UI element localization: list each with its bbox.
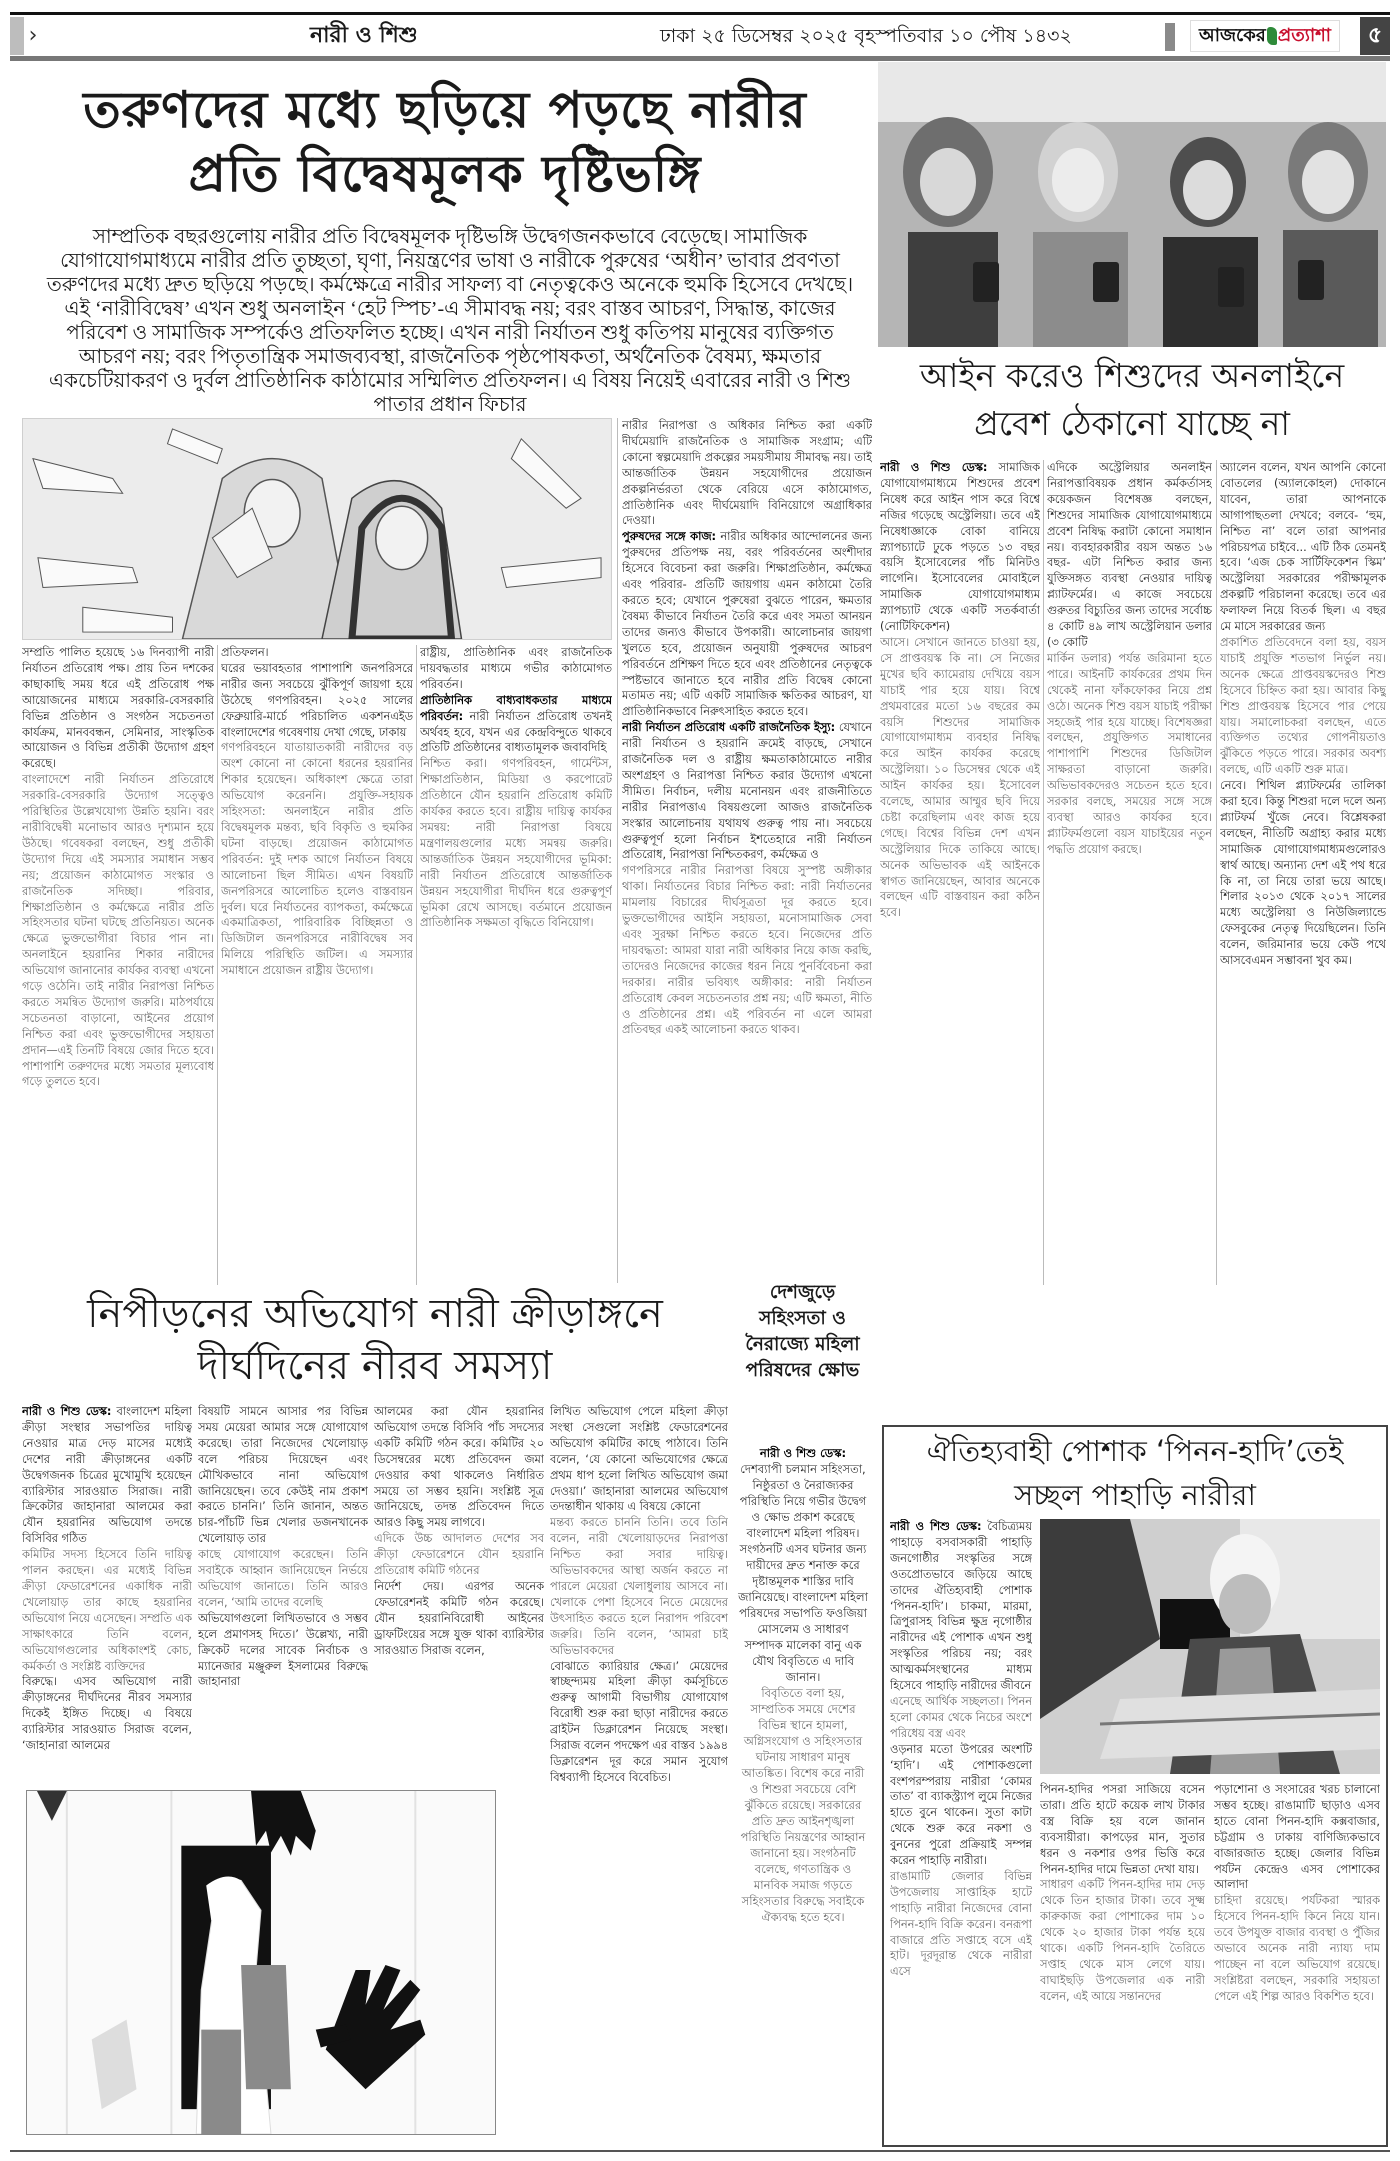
sports-story-col3: [374, 1404, 544, 1789]
sports-col1-continued: কমিটির সদস্য হিসেবে তিনি দায়িত্ব পালন করছেন। এর মধ্যেই বিভিন্ন ক্রীড়া ফেডারেশনের একাধিক নারী খেলোয়াড় তার কাছে হয়রানির অভিযোগ নিয়ে এসেছেন। সম্প্রতি এক সাক্ষাৎকারে তিনি বলেন, অভিযোগগুলোর অধিকাংশই কোচ, কর্মকর্তা ও সংশ্লিষ্ট ব্যক্তিদের: [22, 1548, 192, 1673]
pinon-col1-end: ওড়নার মতো উপরের অংশটি ‘হাদি’। এই পোশাকগুলো বংশপরম্পরায় নারীরা ‘কোমর তাত’ বা ব্যাকস্ট্র্যাপ লুমে নিজের হাতে বুনে থাকেন। সুতা কাটা থেকে শুরু করে নকশা ও বুননের পুরো প্রক্রিয়াই সম্পন্ন করেন পাহাড়ি নারীরা।: [890, 1742, 1032, 1868]
pinon-col3-text: পড়াশোনা ও সংসারের খরচ চালানো সম্ভব হচ্ছে। রাঙামাটি ছাড়াও এসব হাতে বোনা পিনন-হাদি কক্সবাজার, চট্টগ্রাম ও ঢাকায় বাণিজ্যিকভাবে বাজারজাত হচ্ছে। জেলার বিভিন্ন পর্যটন কেন্দ্রেও এসব পোশাকের আলাদা: [1214, 1783, 1380, 1892]
online-col2-text: এদিকে অস্ট্রেলিয়ার অনলাইন নিরাপত্তাবিষয়ক প্রধান কর্মকর্তাসহ কয়েকজন বিশেষজ্ঞ বলছেন, শিশুদের সামাজিক যোগাযোগমাধ্যমে প্রবেশ নিষিদ্ধ করাটা কোনো সমাধান নয়। ব্যবহারকারীর বয়স অন্তত ১৬ বছর- এটা নিশ্চিত করার জন্য যুক্তিসঙ্গত ব্যবস্থা নেওয়ার দায়িত্ব প্ল্যাটফর্মের। এ কাজে সবচেয়ে গুরুতর বিচ্যুতির জন্য তাদের সর্বোচ্চ ৪ কোটি ৪৯ লাখ অস্ট্রেলিয়ান ডলার (৩ কোটি: [1047, 461, 1212, 649]
pinon-story-col3: [1214, 1782, 1380, 2139]
online-dateline: নারী ও শিশু ডেস্ক:: [880, 461, 988, 474]
online-story-col2: [1047, 460, 1212, 1285]
pinon-col1-text: বৈচিত্র্যময় পাহাড়ে বসবাসকারী পাহাড়ি জনগোষ্ঠীর সংস্কৃতির সঙ্গে ওতপ্রোতভাবে জড়িয়ে আছে তাদের ঐতিহ্যবাহী পোশাক ‘পিনন-হাদি’। চাকমা, মারমা, ত্রিপুরাসহ বিভিন্ন ক্ষুদ্র নৃগোষ্ঠীর নারীদের এই পোশাক এখন শুধু সংস্কৃতির পরিচয় নয়; বরং আত্মকর্মসংস্থানের মাধ্যম হিসেবে পাহাড়ি নারীদের জীবনে: [890, 1520, 1032, 1693]
main-story-col2: [221, 645, 413, 1285]
header-top-rule: [10, 12, 1390, 15]
photo-children-phones: [878, 62, 1386, 347]
main-col3-start: রাষ্ট্রীয়, প্রাতিষ্ঠানিক এবং রাজনৈতিক দায়বদ্ধতার মাধ্যমে গভীর কাঠামোগত পরিবর্তন।: [420, 646, 612, 691]
sports-story-col1: [22, 1404, 192, 1789]
dateline: ঢাকা ২৫ ডিসেম্বর ২০২৫ বৃহস্পতিবার ১০ পৌষ ১৪৩২: [660, 25, 1072, 47]
sports-dateline: নারী ও শিশু ডেস্ক:: [22, 1405, 112, 1418]
online-headline-line2: প্রবেশ ঠেকানো যাচ্ছে না: [974, 404, 1290, 443]
page-header: [10, 17, 1390, 55]
main-col2-text: ঘরের ভয়াবহতার পাশাপাশি জনপরিসরে নারীর জন্য সবচেয়ে ঝুঁকিপূর্ণ জায়গা হয়ে উঠেছে গণপরিবহন। ২০২৫ সালের ফেব্রুয়ারি-মার্চে পরিচালিত একশনএইড বাংলাদেশের গবেষণায় দেখা গেছে, ঢাকায়: [221, 661, 413, 739]
sports-col4-text: লিখিত অভিযোগ পেলে মহিলা ক্রীড়া সংস্থা সেগুলো সংশ্লিষ্ট ফেডারেশনের অভিযোগ কমিটির কাছে পাঠাবে। তিনি বলেন, ‘যে কোনো অভিযোগের ক্ষেত্রে প্রথম ধাপ হলো লিখিত অভিযোগ জমা দেওয়া।’ জাহানারা আলমের অভিযোগ তদন্তাধীন থাকায় এ বিষয়ে কোনো: [550, 1405, 728, 1514]
pinon-col1-continued: রাঙামাটি জেলার বিভিন্ন উপজেলায় সাপ্তাহিক হাটে পাহাড়ি নারীরা নিজেদের বোনা পিনন-হাদি বিক্রি করেন। বনরূপা বাজারে প্রতি সপ্তাহে বসে এই হাট। দূরদূরান্ত থেকে নারীরা এসে: [890, 1869, 1032, 1979]
main-story-col1: [22, 645, 214, 1285]
sidebar-dateline: নারী ও শিশু ডেস্ক:: [759, 1446, 847, 1460]
sports-col1-end: বিরুদ্ধে। এসব অভিযোগ নারী ক্রীড়াঙ্গনের দীর্ঘদিনের নীরব সমস্যার দিকেই ইঙ্গিত দিচ্ছে। এ বিষয়ে ব্যারিস্টার সারওয়াত সিরাজ বলেন, ‘জাহানারা আলমের: [22, 1675, 192, 1753]
main-col1-continued: বাংলাদেশে নারী নির্যাতন প্রতিরোধে সরকারি-বেসরকারি উদ্যোগ সত্ত্বেও পরিস্থিতির উল্লেখযোগ্য উন্নতি হয়নি। বরং নারীবিদ্বেষী মনোভাব আরও দৃশ্যমান হয়ে উঠছে। গবেষকরা বলছেন, শুধু প্রতীকী উদ্যোগ দিয়ে এই সমস্যার সমাধান সম্ভব নয়; প্রয়োজন কাঠামোগত সংস্কার ও রাজনৈতিক সদিচ্ছা। পরিবার, শিক্ষাপ্রতিষ্ঠান ও কর্মক্ষেত্রে নারীর প্রতি সহিংসতার ঘটনা ঘটছে প্রতিনিয়ত। অনেক ক্ষেত্রে ভুক্তভোগীরা বিচার পান না। অনলাইনে হয়রানির শিকার নারীদের অভিযোগ জানানোর কার্যকর ব্যবস্থা এখনো গড়ে ওঠেনি। তাই নারীর নিরাপত্তা নিশ্চিত করতে সমন্বিত উদ্যোগ জরুরি। মাঠপর্যায়ে সচেতনতা বাড়ানো, আইনের প্রয়োগ নিশ্চিত করা এবং ভুক্তভোগীদের সহায়তা প্রদান—এই তিনটি বিষয়ে জোর দিতে হবে। পাশাপাশি তরুণদের মধ্যে সমতার মূল্যবোধ গড়ে তুলতে হবে।: [22, 773, 214, 1089]
illustration-silhouette: [26, 1790, 496, 2135]
sports-col3-continued: এদিকে উচ্চ আদালত দেশের সব ক্রীড়া ফেডারেশনে যৌন হয়রানি প্রতিরোধ কমিটি গঠনের: [374, 1532, 544, 1578]
pinon-story-headline: [884, 1429, 1386, 1517]
online-col3-end: নেবে। শিথিল প্ল্যাটফর্মের তালিকা করা হবে। কিন্তু শিশুরা দলে দলে অন্য প্ল্যাটফর্ম খুঁজে নেবে। বিশ্লেষকরা বলছেন, নীতিটি অগ্রাহ্য করার মধ্যে সামাজিক যোগাযোগমাধ্যমগুলোরও স্বার্থ আছে। অন্যান্য দেশ এই পথ ধরে কি না, তা নিয়ে তারা ভয়ে আছে। শিলার ২০১৩ থেকে ২০১৭ সালের মধ্যে অস্ট্রেলিয়া ও নিউজিল্যান্ডে ফেসবুকের নেতৃত্ব দিয়েছিলেন। তিনি বলেন, জরিমানার ভয়ে কেউ পথে আসবেএমন সম্ভাবনা খুব কম।: [1220, 779, 1386, 968]
chevron-right-icon: ›: [28, 23, 38, 48]
header-divider: [1165, 23, 1175, 51]
pinon-headline-line2: সচ্ছল পাহাড়ি নারীরা: [1014, 1478, 1256, 1512]
footer-rule: [10, 2150, 1390, 2152]
sports-col2-end: অভিযোগগুলো লিখিতভাবে ও সম্ভব হলে প্রমাণসহ দিতে।’ উল্লেখ্য, নারী ক্রিকেট দলের সাবেক নির্বাচক ও ম্যানেজার মঞ্জুরুল ইসলামের বিরুদ্ধে জাহানারা: [198, 1611, 368, 1689]
sports-story-col4: [550, 1404, 728, 2149]
pinon-story-col2: [1040, 1782, 1205, 2139]
section-title: নারী ও শিশু: [310, 23, 418, 48]
sidebar-story-body: [738, 1445, 868, 1925]
online-headline-line1: আইন করেও শিশুদের অনলাইনে: [919, 356, 1345, 395]
online-col1-continued: আসে। সেখানে জানতে চাওয়া হয়, সে প্রাপ্তবয়স্ক কি না। সে নিজের মুখের ছবি ক্যামেরায় দেখিয়ে বয়স যাচাই পার হয়ে যায়। বিশ্বে প্রথমবারের মতো ১৬ বছরের কম বয়সি শিশুদের সামাজিক যোগাযোগমাধ্যম ব্যবহার নিষিদ্ধ করে আইন কার্যকর করেছে অস্ট্রেলিয়া। ১০ ডিসেম্বর থেকে এই আইন কার্যকর হয়। ইসোবেল বলেছে, আমার আম্মুর ছবি দিয়ে চেষ্টা করেছিলাম এবং কাজ হয়ে গেছে। বিশ্বের বিভিন্ন দেশ এখন অস্ট্রেলিয়ার দিকে তাকিয়ে আছে। অনেক অভিভাবক এই আইনকে স্বাগত জানিয়েছেন, আবার অনেকে বলছেন এটি বাস্তবায়ন করা কঠিন হবে।: [880, 635, 1040, 920]
newspaper-logo: [1190, 20, 1340, 52]
pinon-headline-line1: ঐতিহ্যবাহী পোশাক ‘পিনন-হাদি’তেই: [926, 1434, 1344, 1468]
sports-col3-end: নির্দেশ দেয়। এরপর অনেক ফেডারেশনই কমিটি গঠন করেছে। যৌন হয়রানিবিরোধী আইনের ড্রাফটিংয়ের সঙ্গে যুক্ত থাকা ব্যারিস্টার সারওয়াত সিরাজ বলেন,: [374, 1579, 544, 1657]
sports-headline-line2: দীর্ঘদিনের নীরব সমস্যা: [197, 1343, 553, 1389]
para-political: যেখানে নারী নির্যাতন ও হয়রানি ক্রমেই বাড়ছে, সেখানে রাজনৈতিক দল ও রাষ্ট্রীয় ক্ষমতাকাঠামোতে নারীর অংশগ্রহণ ও নিরাপত্তা নিশ্চিত করার উদ্যোগ এখনো সীমিত। নির্বাচন, দলীয় মনোনয়ন এবং রাজনীতিতে নারীর নিরাপত্তাএ বিষয়গুলো আজও রাজনৈতিক সংস্কার আলোচনায় যথাযথ গুরুত্ব পায় না। সবচেয়ে গুরুত্বপূর্ণ হলো নির্বাচন ইশতেহারে নারী নির্যাতন প্রতিরোধ, নিরাপত্তা নিশ্চিতকরণ, কর্মক্ষেত্র ও: [622, 721, 872, 862]
pinon-col1-middle: এনেছে আর্থিক সচ্ছলতা। পিনন হলো কোমর থেকে নিচের অংশে পরিধেয় বস্ত্র এবং: [890, 1694, 1032, 1740]
column-rule: [1043, 460, 1044, 1285]
main-headline-line1: তরুণদের মধ্যে ছড়িয়ে পড়ছে নারীর: [83, 80, 807, 139]
main-col3-text: নারী নির্যাতন প্রতিরোধ তখনই অর্থবহ হবে, যখন এর কেন্দ্রবিন্দুতে থাকবে প্রতিটি প্রতিষ্ঠানের বাধ্যতামূলক জবাবদিহি: [420, 709, 612, 755]
online-col2-continued: মার্কিন ডলার) পর্যন্ত জরিমানা হতে পারে। আইনটি কার্যকরের প্রথম দিন থেকেই নানা ফাঁকফোকর নিয়ে প্রশ্ন ওঠে। অনেক শিশু বয়স যাচাই পরীক্ষা সহজেই পার হয়ে যাচ্ছে। বিশেষজ্ঞরা বলছেন, প্রযুক্তিগত সমাধানের পাশাপাশি শিশুদের ডিজিটাল সাক্ষরতা বাড়ানো জরুরি। অভিভাবকদেরও সচেতন হতে হবে। সরকার বলছে, সময়ের সঙ্গে সঙ্গে ব্যবস্থা আরও কার্যকর হবে। প্ল্যাটফর্মগুলো বয়স যাচাইয়ের নতুন পদ্ধতি প্রয়োগ করছে।: [1047, 651, 1212, 856]
photo-children-phones-art: [878, 62, 1386, 347]
main-col1-text: সম্প্রতি পালিত হয়েছে ১৬ দিনব্যাপী নারী নির্যাতন প্রতিরোধ পক্ষ। প্রায় তিন দশকের কাছাকাছি সময় ধরে এই প্রতিরোধ পক্ষ আয়োজনের মাধ্যমে সরকারি-বেসরকারি বিভিন্ন প্রতিষ্ঠান ও সংগঠন সচেতনতা কার্যক্রম, মানববন্ধন, সেমিনার, সাংস্কৃতিক আয়োজন ও বিভিন্ন প্রতীকী উদ্যোগ গ্রহণ করেছে।: [22, 646, 214, 771]
sports-story-col2: [198, 1404, 368, 1789]
main-deck: সাম্প্রতিক বছরগুলোয় নারীর প্রতি বিদ্বেষমূলক দৃষ্টিভঙ্গি উদ্বেগজনকভাবে বেড়েছে। সামাজিক যোগাযোগমাধ্যমে নারীর প্রতি তুচ্ছতা, ঘৃণা, নিয়ন্ত্রণের ভাষা ও নারীকে পুরুষের ‘অধীন’ ভাবার প্রবণতা তরুণদের মধ্যে দ্রুত ছড়িয়ে পড়ছে। কর্মক্ষেত্রে নারীর সাফল্য বা নেতৃত্বকেও অনেকে হুমকি হিসেবে দেখছে। এই ‘নারীবিদ্বেষ’ এখন শুধু অনলাইন ‘হেট স্পিচ’-এ সীমাবদ্ধ নয়; বরং বাস্তব আচরণ, সিদ্ধান্ত, কাজের পরিবেশ ও সামাজিক সম্পর্কেও প্রতিফলিত হচ্ছে। এখন নারী নির্যাতন শুধু কতিপয় মানুষের ব্যক্তিগত আচরণ নয়; বরং পিতৃতান্ত্রিক সমাজব্যবস্থা, রাজনৈতিক পৃষ্ঠপোষকতা, অর্থনৈতিক বৈষম্য, ক্ষমতার একচেটিয়াকরণ ও দুর্বল প্রাতিষ্ঠানিক কাঠামোর সম্মিলিত প্রতিফলন। এ বিষয় নিয়েই এবারের নারী ও শিশু পাতার প্রধান ফিচার: [46, 226, 854, 416]
photo-weaver-art: [1040, 1519, 1380, 1774]
main-col4-continued: গণপরিসরে নারীর নিরাপত্তা বিষয়ে সুস্পষ্ট অঙ্গীকার থাকা। নির্যাতনের বিচার নিশ্চিত করা: নারী নির্যাতনের মামলায় বিচারের দীর্ঘসূত্রতা দূর করতে হবে। ভুক্তভোগীদের আইনি সহায়তা, মনোসামাজিক সেবা এবং সুরক্ষা নিশ্চিত করতে হবে। নিজেদের প্রতি দায়বদ্ধতা: আমরা যারা নারী অধিকার নিয়ে কাজ করছি, তাদেরও নিজেদের কাজের ধরন নিয়ে পুনর্বিবেচনা করা দরকার। নারীর ভবিষ্যৎ অঙ্গীকার: নারী নির্যাতন প্রতিরোধ কেবল সচেতনতার প্রশ্ন নয়; এটি ক্ষমতা, নীতি ও প্রতিষ্ঠানের প্রশ্ন। এই পরিবর্তন না এলে আমরা প্রতিবছর একই আলোচনা করতে থাকব।: [622, 864, 872, 1037]
online-story-col1: [880, 460, 1040, 1285]
main-col3-continued: নিশ্চিত করা। গণপরিবহন, গার্মেন্টস, শিক্ষাপ্রতিষ্ঠান, মিডিয়া ও করপোরেট প্রতিষ্ঠানে যৌন হয়রানি প্রতিরোধ কমিটি কার্যকর করতে হবে। রাষ্ট্রীয় দায়িত্ব কার্যকর সমন্বয়: নারী নিরাপত্তা বিষয়ে মন্ত্রণালয়গুলোর মধ্যে সমন্বয় জরুরি। আন্তর্জাতিক উন্নয়ন সহযোগীদের ভূমিকা: নারী নির্যাতন প্রতিরোধে আন্তর্জাতিক উন্নয়ন সহযোগীরা দীর্ঘদিন ধরে গুরুত্বপূর্ণ ভূমিকা রেখে আসছে। বর্তমানে প্রয়োজন প্রাতিষ্ঠানিক সক্ষমতা বৃদ্ধিতে বিনিয়োগ।: [420, 757, 612, 930]
column-rule: [617, 418, 618, 1283]
main-story-col3: [420, 645, 612, 1285]
subhead-institutional: প্রাতিষ্ঠানিক বাধ্যবাধকতার মাধ্যমে পরিবর্তন:: [420, 693, 612, 723]
online-story-col3: [1220, 460, 1386, 1285]
column-rule: [217, 645, 218, 1285]
sports-story-headline: [30, 1288, 720, 1392]
online-col3-text: অ্যালেন বলেন, যখন আপনি কোনো বোতলের (অ্যালকোহল) দোকানে যাবেন, তারা আপনাকে আগাপাছতলা দেখবে; বলবে- ‘হুম, নিশ্চিত না’ বলে তারা আপনার পরিচয়পত্র চাইবে... এটি ঠিক তেমনই হবে। ‘এজ চেক সার্টিফিকেশন স্কিম’ অস্ট্রেলিয়া সরকারের পরীক্ষামূলক প্রকল্পটি পরিচালনা করেছে। তবে এর ফলাফল নিয়ে বিতর্ক ছিল। এ বছর মে মাসে সরকারের জন্য: [1220, 461, 1386, 634]
main-story-col4: [622, 418, 872, 1283]
main-col4-text: নারীর নিরাপত্তা ও অধিকার নিশ্চিত করা একটি দীর্ঘমেয়াদি রাজনৈতিক ও সামাজিক সংগ্রাম; এটি কোনো স্বল্পমেয়াদি প্রকল্পের সময়সীমায় সীমাবদ্ধ নয়। তাই আন্তর্জাতিক উন্নয়ন সহযোগীদের প্রয়োজন প্রকল্পনির্ভরতা থেকে বেরিয়ে এসে কাঠামোগত, প্রাতিষ্ঠানিক এবং দীর্ঘমেয়াদি বিনিয়োগে অগ্রাধিকার দেওয়া।: [622, 419, 872, 528]
subhead-political: নারী নির্যাতন প্রতিরোধ একটি রাজনৈতিক ইস্যু:: [622, 721, 836, 735]
illustration-harassment: [22, 418, 612, 640]
illustration-harassment-art: [23, 419, 611, 639]
logo-text-part2: প্রত্যাশা: [1277, 24, 1332, 46]
main-col2-continued: গণপরিবহনে যাতায়াতকারী নারীদের বড় অংশ কোনো না কোনো ধরনের হয়রানির শিকার হয়েছেন। অধিকাংশ ক্ষেত্রে তারা অভিযোগ করেননি। প্রযুক্তি-সহায়ক সহিংসতা: অনলাইনে নারীর প্রতি বিদ্বেষমূলক মন্তব্য, ছবি বিকৃতি ও হুমকির ঘটনা বাড়ছে। প্রয়োজন কাঠামোগত পরিবর্তন: দুই দশক আগে নির্যাতন বিষয়ে আলোচনা ছিল সীমিত। এখন বিষয়টি জনপরিসরে আলোচিত হলেও বাস্তবায়ন দুর্বল। ঘরে নির্যাতনের ব্যাপকতা, কর্মক্ষেত্রে একমাত্রিকতা, পারিবারিক বিচ্ছিন্নতা ও ডিজিটাল জনপরিসরে নারীবিদ্বেষ সব মিলিয়ে পরিস্থিতি জটিল। এ সমস্যার সমাধানে প্রয়োজন রাষ্ট্রীয় উদ্যোগ।: [221, 741, 413, 978]
pinon-col3-continued: চাহিদা রয়েছে। পর্যটকরা স্মারক হিসেবে পিনন-হাদি কিনে নিয়ে যান। তবে উপযুক্ত বাজার ব্যবস্থা ও পুঁজির অভাবে অনেক নারী ন্যায্য দাম পাচ্ছেন না বলে অভিযোগ রয়েছে। সংশ্লিষ্টরা বলছেন, সরকারি সহায়তা পেলে এই শিল্প আরও বিকশিত হবে।: [1214, 1894, 1380, 2003]
para-men: নারীর অধিকার আন্দোলনের জন্য পুরুষদের প্রতিপক্ষ নয়, বরং পরিবর্তনের অংশীদার হিসেবে বিবেচনা করা জরুরি। শিক্ষাপ্রতিষ্ঠান, কর্মক্ষেত্র এবং পরিবার- প্রতিটি জায়গায় এমন কাঠামো তৈরি করতে হবে; যেখানে পুরুষেরা বুঝতে পারেন, ক্ষমতার বৈষম্য কীভাবে নির্যাতন তৈরি করে এবং সমতা আনয়ন তাদের জন্যও কীভাবে উপকারী। আলোচনার জায়গা খুলতে হবে, প্রয়োজন অনুযায়ী পুরুষদের আচরণ পরিবর্তনে প্রশিক্ষণ দিতে হবে এবং প্রতিষ্ঠানের নেতৃত্বকে স্পষ্টভাবে জানাতে হবে নারীর প্রতি বিদ্বেষ কোনো মতামত নয়; এটি একটি সামাজিক ক্ষতিকর আচরণ, যা প্রাতিষ্ঠানিকভাবে নিরুৎসাহিত করতে হবে।: [622, 530, 872, 719]
sports-headline-line1: নিপীড়নের অভিযোগ নারী ক্রীড়াঙ্গনে: [87, 1291, 663, 1337]
sidebar-body-text: দেশব্যাপী চলমান সহিংসতা, নিষ্ঠুরতা ও নৈরাজ্যকর পরিস্থিতি নিয়ে গভীর উদ্বেগ ও ক্ষোভ প্রকাশ করেছে বাংলাদেশ মহিলা পরিষদ। সংগঠনটি এসব ঘটনার জন্য দায়ীদের দ্রুত শনাক্ত করে দৃষ্টান্তমূলক শাস্তির দাবি জানিয়েছে। বাংলাদেশ মহিলা পরিষদের সভাপতি ফওজিয়া মোসলেম ও সাধারণ সম্পাদক মালেকা বানু এক যৌথ বিবৃতিতে এ দাবি জানান।: [738, 1462, 868, 1684]
pinon-col2-text: পিনন-হাদির পসরা সাজিয়ে বসেন তারা। প্রতি হাটে কয়েক লাখ টাকার বস্ত্র বিক্রি হয় বলে জানান ব্যবসায়ীরা। কাপড়ের মান, সুতার ধরন ও নকশার ওপর ভিত্তি করে পিনন-হাদির দামে ভিন্নতা দেখা যায়।: [1040, 1783, 1205, 1876]
logo-text-part1: আজকের: [1198, 24, 1266, 46]
pinon-story-box: [882, 1425, 1388, 2147]
bangladesh-map-icon: [1267, 27, 1277, 45]
main-col2-start: প্রতিফলন।: [221, 646, 269, 659]
photo-weaver: [1040, 1519, 1380, 1774]
sports-col3-text: আলমের করা যৌন হয়রানির অভিযোগ তদন্তে বিসিবি পাঁচ সদস্যের একটি কমিটি গঠন করে। কমিটির ২০ ডিসেম্বরের মধ্যে প্রতিবেদন জমা দেওয়ার কথা থাকলেও নির্ধারিত সময়ে তা সম্ভব হয়নি। সংশ্লিষ্ট সূত্র জানিয়েছে, তদন্ত প্রতিবেদন দিতে আরও কিছু সময় লাগবে।: [374, 1405, 544, 1530]
sidebar-story-headline: দেশজুড়ে সহিংসতা ও নৈরাজ্যে মহিলা পরিষদের ক্ষোভ: [745, 1282, 860, 1381]
pinon-dateline: নারী ও শিশু ডেস্ক:: [890, 1520, 982, 1533]
column-rule: [416, 645, 417, 1285]
online-col3-middle: প্রকাশিত প্রতিবেদনে বলা হয়, বয়স যাচাই প্রযুক্তি শতভাগ নির্ভুল নয়। অনেক ক্ষেত্রে প্রাপ্তবয়স্কদেরও শিশু হিসেবে চিহ্নিত করা হয়। আবার কিছু শিশু প্রাপ্তবয়স্ক হিসেবে পার পেয়ে যায়। সমালোচকরা বলছেন, এতে ব্যক্তিগত তথ্যের গোপনীয়তাও ঝুঁকিতে পড়তে পারে। সরকার অবশ্য বলছে, এটি একটি শুরু মাত্র।: [1220, 635, 1386, 777]
page-number: ৫: [1360, 17, 1390, 55]
online-story-headline: [878, 352, 1386, 448]
column-rule: [1216, 460, 1217, 1285]
sports-col2-continued: কাছে যোগাযোগ করেছেন। তিনি সবাইকে আহ্বান জানিয়েছেন নির্ভয়ে অভিযোগ জানাতে। তিনি আরও বলেন, ‘আমি তাদের বলেছি: [198, 1548, 368, 1609]
online-col1-text: সামাজিক যোগাযোগমাধ্যমে শিশুদের প্রবেশ নিষেধ করে আইন পাস করে বিশ্বে নজির গড়েছে অস্ট্রেলিয়া। তবে এই নিষেধাজ্ঞাকে বোকা বানিয়ে স্ন্যাপচ্যাটে ঢুকে পড়তে ১৩ বছর বয়সি ইসোবেলের পাঁচ মিনিটও লাগেনি। ইসোবেলের মোবাইলে সামাজিক যোগাযোগমাধ্যম স্ন্যাপচ্যাট থেকে একটি সতর্কবার্তা (নোটিফিকেশন): [880, 461, 1040, 634]
illustration-silhouette-art: [27, 1791, 495, 2134]
header-bottom-rule: [10, 56, 1390, 61]
header-left-tab: [10, 17, 24, 55]
sports-col4-end: বোঝাতে ক্যারিয়ার ক্ষেত্র।’ মেয়েদের স্বাচ্ছন্দ্যময় মহিলা ক্রীড়া কর্মসূচিতে গুরুত্ব আগামী বিভাগীয় যোগাযোগ বিরোধী শুরু করা ছাড়া নারীদের করতে ব্রাইটন ডিক্লারেশন নিয়েছে সংস্থা। সিরাজ বলেন পদক্ষেপ এর বাস্তব ১৯৯৪ ডিক্লারেশন দূর করে সমান সুযোগ বিশ্বব্যাপী হিসেবে বিবেচিত।: [550, 1659, 728, 1784]
sidebar-body-continued: বিবৃতিতে বলা হয়, সাম্প্রতিক সময়ে দেশের বিভিন্ন স্থানে হামলা, অগ্নিসংযোগ ও সহিংসতার ঘটনায় সাধারণ মানুষ আতঙ্কিত। বিশেষ করে নারী ও শিশুরা সবচেয়ে বেশি ঝুঁকিতে রয়েছে। সরকারের প্রতি দ্রুত আইনশৃঙ্খলা পরিস্থিতি নিয়ন্ত্রণের আহ্বান জানানো হয়। সংগঠনটি বলেছে, গণতান্ত্রিক ও মানবিক সমাজ গড়তে সহিংসতার বিরুদ্ধে সবাইকে ঐক্যবদ্ধ হতে হবে।: [740, 1686, 866, 1924]
sports-col4-continued: মন্তব্য করতে চাননি তিনি। তবে তিনি বলেন, নারী খেলোয়াড়দের নিরাপত্তা নিশ্চিত করা সবার দায়িত্ব। অভিভাবকদের আস্থা অর্জন করতে না পারলে মেয়েরা খেলাধুলায় আসবে না। খেলাকে পেশা হিসেবে নিতে মেয়েদের উৎসাহিত করতে হলে নিরাপদ পরিবেশ জরুরি। তিনি বলেন, ‘আমরা চাই অভিভাবকদের: [550, 1516, 728, 1657]
sports-col2-text: বিষয়টি সামনে আসার পর বিভিন্ন সময় মেয়েরা আমার সঙ্গে যোগাযোগ করেছে। তারা নিজেদের খেলোয়াড় বলে পরিচয় দিয়েছেন এবং মৌখিকভাবে নানা অভিযোগ জানিয়েছেন। তবে কেউই নাম প্রকাশ করতে চাননি।’ তিনি জানান, অন্তত চার-পাঁচটি ভিন্ন খেলার ডজনখানেক খেলোয়াড় তার: [198, 1405, 368, 1546]
sports-col1-text: বাংলাদেশ মহিলা ক্রীড়া সংস্থার সভাপতির দায়িত্ব নেওয়ার মাত্র দেড় মাসের মধ্যেই দেশের নারী ক্রীড়াঙ্গনের একটি উদ্বেগজনক চিত্রের মুখোমুখি হয়েছেন ব্যারিস্টার সারওয়াত সিরাজ। নারী ক্রিকেটার জাহানারা আলমের করা যৌন হয়রানির অভিযোগ তদন্তে বিসিবির গঠিত: [22, 1405, 192, 1546]
subhead-men: পুরুষদের সঙ্গে কাজ:: [622, 530, 716, 544]
pinon-story-col1: [890, 1519, 1032, 2139]
main-headline-line2: প্রতি বিদ্বেষমূলক দৃষ্টিভঙ্গি: [188, 144, 702, 203]
pinon-col2-continued: সাধারণ একটি পিনন-হাদির দাম দেড় থেকে তিন হাজার টাকা। তবে সূক্ষ্ম কারুকাজ করা পোশাকের দাম ১০ থেকে ২০ হাজার টাকা পর্যন্ত হয়ে থাকে। একটি পিনন-হাদি তৈরিতে সপ্তাহ থেকে মাস লেগে যায়। বাঘাইছড়ি উপজেলার এক নারী বলেন, এই আয়ে সন্তানদের: [1040, 1878, 1205, 2003]
main-headline: [20, 78, 870, 206]
